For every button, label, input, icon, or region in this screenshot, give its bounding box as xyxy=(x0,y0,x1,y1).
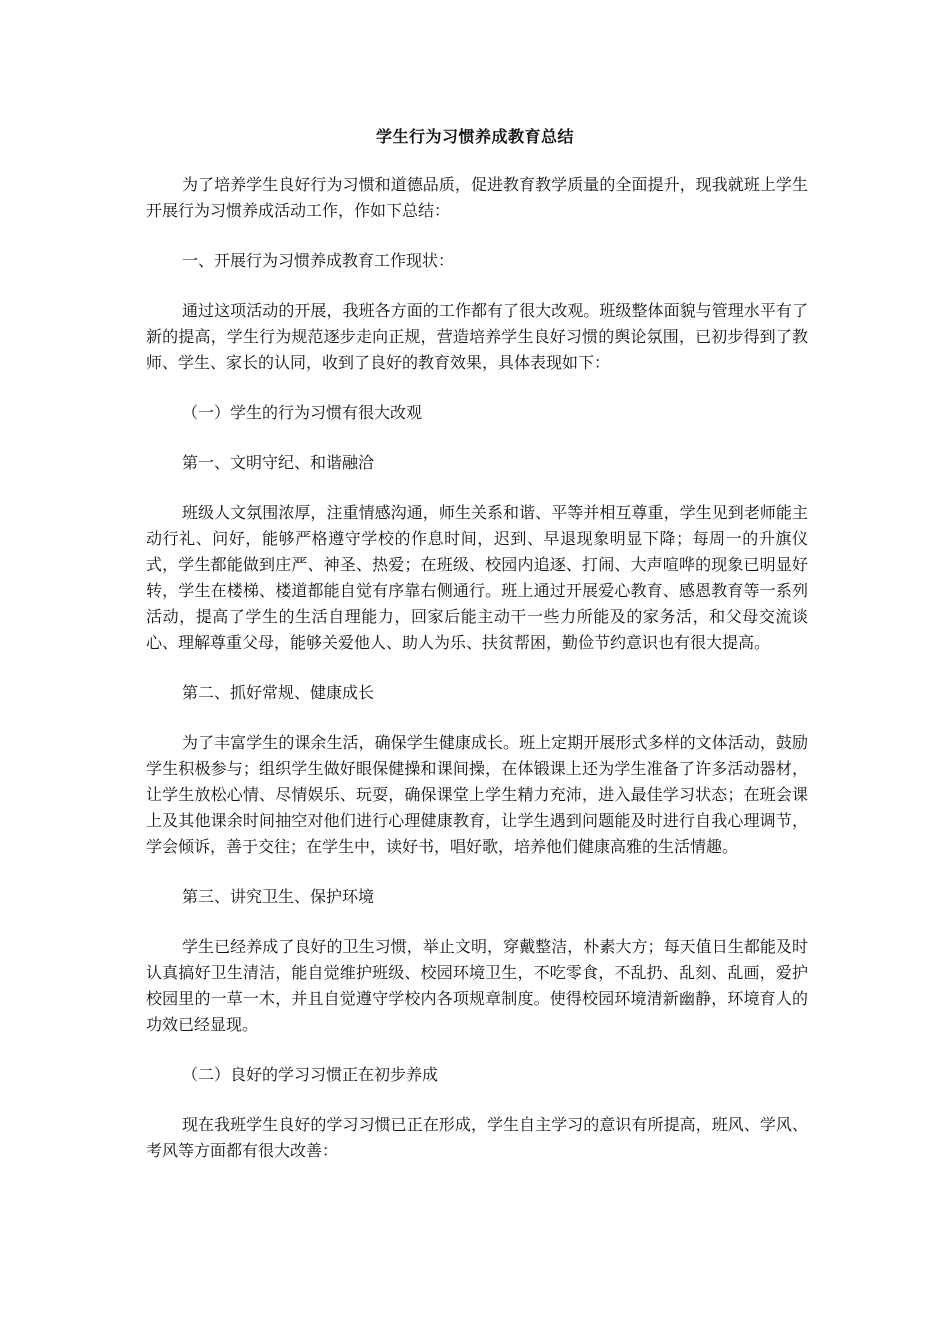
paragraph-hygiene: 学生已经养成了良好的卫生习惯，举止文明，穿戴整洁，朴素大方；每天值日生都能及时认真搞好卫生清洁，能自觉维护班级、校园环境卫生，不吃零食，不乱扔、乱刻、乱画，爱护校园里的一草一木，并且自觉遵守学校内各项规章制度。使得校园环境清新幽静，环境育人的功效已经显现。 xyxy=(146,937,808,1034)
section-heading-1: 一、开展行为习惯养成教育工作现状： xyxy=(182,251,455,270)
subsection-heading-study: （二）良好的学习习惯正在初步养成 xyxy=(182,1065,439,1084)
paragraph-study: 现在我班学生良好的学习习惯已正在形成，学生自主学习的意识有所提高，班风、学风、考风等方面都有很大改善： xyxy=(146,1115,808,1160)
paragraph-civility: 班级人文氛围浓厚，注重情感沟通，师生关系和谐、平等并相互尊重，学生见到老师能主动行礼、问好，能够严格遵守学校的作息时间，迟到、早退现象明显下降；每周一的升旗仪式，学生都能做到庄严、神圣、热爱；在班级、校园内追逐、打闹、大声喧哗的现象已明显好转，学生在楼梯、楼道都能自觉有序靠右侧通行。班上通过开展爱心教育、感恩教育等一系列活动，提高了学生的生活自理能力，回家后能主动干一些力所能及的家务活，和父母交流谈心、理解尊重父母，能够关爱他人、助人为乐、扶贫帮困，勤俭节约意识也有很大提高。 xyxy=(146,503,808,652)
point-heading-2: 第二、抓好常规、健康成长 xyxy=(182,683,375,702)
subsection-heading-behavior: （一）学生的行为习惯有很大改观 xyxy=(182,403,423,422)
paragraph-intro: 为了培养学生良好行为习惯和道德品质，促进教育教学质量的全面提升，现我就班上学生开展行为习惯养成活动工作，作如下总结： xyxy=(146,175,808,220)
point-heading-3: 第三、讲究卫生、保护环境 xyxy=(182,887,375,906)
document-title: 学生行为习惯养成教育总结 xyxy=(375,127,574,146)
document-body xyxy=(146,172,808,1164)
point-heading-1: 第一、文明守纪、和谐融洽 xyxy=(182,453,375,472)
paragraph-status: 通过这项活动的开展，我班各方面的工作都有了很大改观。班级整体面貌与管理水平有了新的提高，学生行为规范逐步走向正规，营造培养学生良好习惯的舆论氛围，已初步得到了教师、学生、家长的认同，收到了良好的教育效果，具体表现如下： xyxy=(146,301,808,372)
paragraph-health: 为了丰富学生的课余生活，确保学生健康成长。班上定期开展形式多样的文体活动，鼓励学生积极参与；组织学生做好眼保健操和课间操，在体锻课上还为学生准备了许多活动器材，让学生放松心情、尽情娱乐、玩耍，确保课堂上学生精力充沛，进入最佳学习状态；在班会课上及其他课余时间抽空对他们进行心理健康教育，让学生遇到问题能及时进行自我心理调节，学会倾诉，善于交往；在学生中，读好书，唱好歌，培养他们健康高雅的生活情趣。 xyxy=(146,733,808,856)
